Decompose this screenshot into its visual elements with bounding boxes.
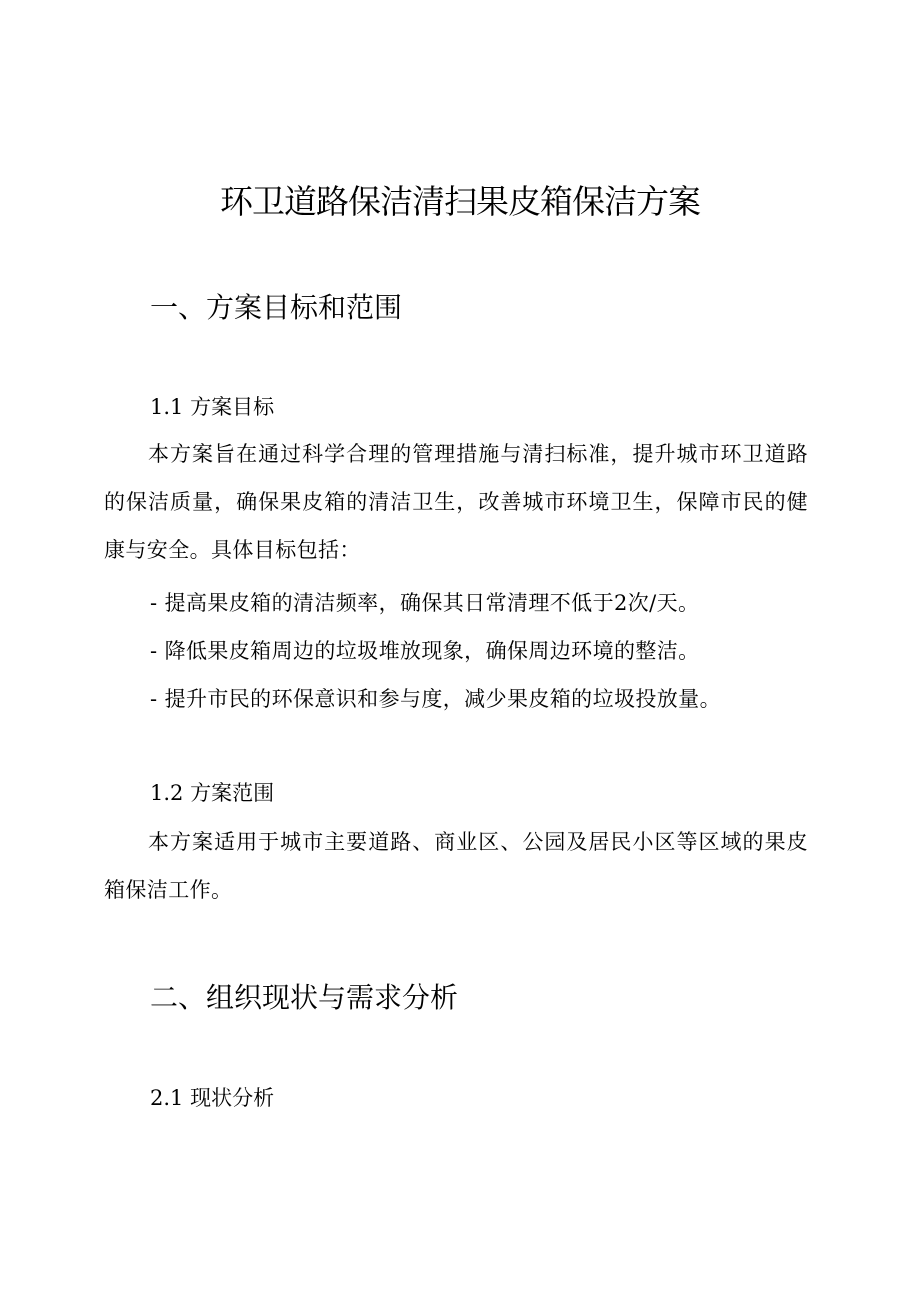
- subsection-heading-1-2: 1.2 方案范围: [150, 781, 275, 805]
- bullet-item-1: - 提高果皮箱的清洁频率，确保其日常清理不低于2次/天。: [150, 591, 700, 615]
- section-heading-1: 一、方案目标和范围: [150, 291, 403, 324]
- bullet-item-2: - 降低果皮箱周边的垃圾堆放现象，确保周边环境的整洁。: [150, 639, 700, 663]
- paragraph-scope: 本方案适用于城市主要道路、商业区、公园及居民小区等区域的果皮箱保洁工作。: [104, 830, 808, 902]
- paragraph-goal: 本方案旨在通过科学合理的管理措施与清扫标准，提升城市环卫道路的保洁质量，确保果皮箱的清洁卫生，改善城市环境卫生，保障市民的健康与安全。具体目标包括：: [104, 442, 808, 562]
- subsection-heading-1-1: 1.1 方案目标: [150, 395, 275, 419]
- section-heading-2: 二、组织现状与需求分析: [150, 981, 459, 1014]
- subsection-heading-2-1: 2.1 现状分析: [150, 1086, 275, 1110]
- bullet-item-3: - 提升市民的环保意识和参与度，减少果皮箱的垃圾投放量。: [150, 687, 721, 711]
- document-title: 环卫道路保洁清扫果皮箱保洁方案: [220, 182, 700, 221]
